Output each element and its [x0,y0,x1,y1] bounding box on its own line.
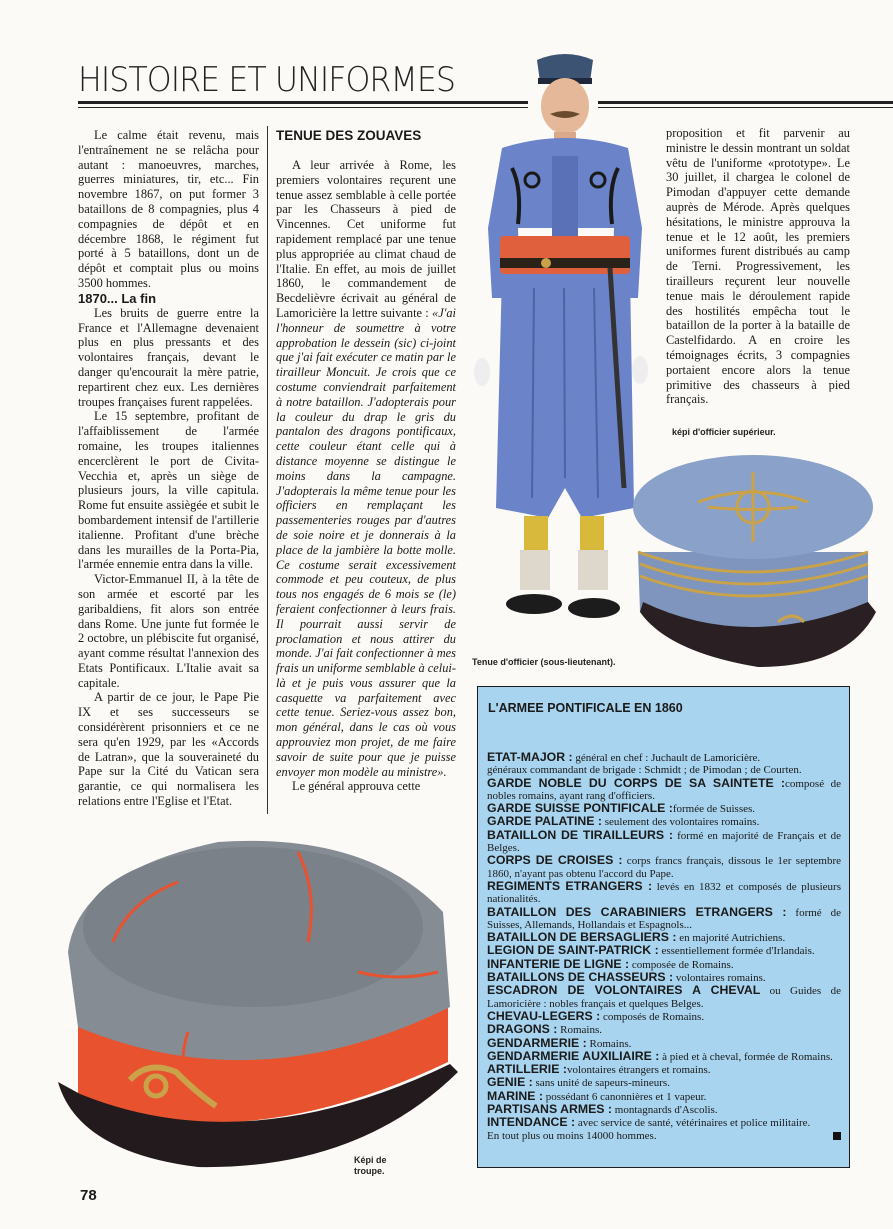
army-unit-entry [487,944,841,957]
army-unit-description: composé de nobles romains, ayant rang d'officiers. [487,777,842,802]
paragraph: Les bruits de guerre entre la France et l'Allemagne devenaient plus en plus pressants et des volontaires français, devant le danger qu'encourait la mère patrie, repartirent chez eux. Les dernières troupes françaises furent rappelées. [78,305,259,409]
army-unit-entry [487,751,841,764]
army-unit-description: formée de Suisses. [672,803,756,816]
army-unit-description: formé de Suisses, Allemands, Hollandais et Espagnols... [487,906,841,931]
army-unit-entry [487,1076,841,1089]
army-unit-description: essentiellement formée d'Irlandais. [658,945,815,958]
army-unit-name: INFANTERIE DE LIGNE : [487,956,630,971]
army-unit-entry [487,1063,841,1076]
article-column-1 [78,128,259,809]
paragraph: Le calme était revenu, mais l'entraînement ne se relâcha pour autant : manoeuvres, marches, guerres miniatures, tir, etc... Fin novembre 1867, on put former 3 bataillons de 8 compagnies, plus 4 compagnies de dépôt et en décembre 1868, le régiment fut porté à 5 bataillons, dont un de dépôt et comptait plus ou moins 3500 hommes. [78,128,259,290]
header-rule-left [78,101,528,104]
article-column-2 [276,128,456,794]
army-unit-entry [487,958,841,971]
end-mark-icon [833,1132,841,1140]
paragraph-text: A leur arrivée à Rome, les premiers volontaires reçurent une tenue assez semblable à celle portée par les Chasseurs à pied de Vincennes. Cet uniforme fut rapidement remplacé par une tenue plus appropriée au climat chaud de l'Italie. En effet, au mois de juillet 1860, le commandement de Becdelièvre écrivait au général de Lamoricière la lettre suivante : [276,158,456,320]
army-unit-name: GARDE SUISSE PONTIFICALE : [487,801,673,816]
army-unit-description: ou Guides de Lamoricière : nobles français et quelques Belges. [487,985,842,1010]
army-unit-description: possédant 6 canonnières et 1 vapeur. [543,1090,707,1103]
column-divider [267,126,268,814]
army-units-list [487,751,841,1142]
army-unit-description: Romains. [557,1024,602,1037]
army-unit-name: CORPS DE CROISES : [487,853,623,868]
army-unit-name: BATAILLON DE BERSAGLIERS : [487,930,677,945]
army-unit-entry [487,1090,841,1103]
army-unit-description: levés en 1832 et composés de plusieurs nationalités. [487,880,841,906]
army-unit-entry [487,1050,841,1063]
army-total [487,1130,841,1142]
caption-troop-kepi: Képi de troupe. [354,1155,387,1176]
army-unit-description: Romains. [586,1037,632,1050]
army-unit-name: REGIMENTS ETRANGERS : [487,878,653,893]
army-unit-name: CHEVAU-LEGERS : [487,1008,601,1023]
army-total-text: En tout plus ou moins 14000 hommes. [487,1129,657,1142]
army-unit-entry [487,854,841,880]
army-unit-entry [487,984,841,1010]
paragraph: Victor-Emmanuel II, à la tête de son armée et escorté par les garibaldiens, fit alors son entrée dans Rome. Une junte fut formée le 2 octobre, un plébiscite fut organisé, ayant comme résultat l'annexion des Etats Pontificaux. L'Italie avait sa capitale. [78,572,259,690]
caption-officer: Tenue d'officier (sous-lieutenant). [472,657,616,667]
header-rule-left-thin [78,107,528,108]
army-unit-entry [487,1116,841,1129]
page-number: 78 [80,1187,97,1204]
army-unit-name: LEGION DE SAINT-PATRICK : [487,943,659,958]
army-unit-description: avec service de santé, vétérinaires et police militaire. [575,1117,811,1130]
army-unit-name: GENIE : [487,1075,533,1090]
army-unit-description: volontaires romains. [673,972,766,985]
army-unit-name: GENDARMERIE : [487,1035,587,1050]
army-unit-name: PARTISANS ARMES : [487,1102,613,1117]
army-unit-name: ARTILLERIE : [487,1062,567,1077]
army-unit-entry [487,815,841,828]
army-unit-name: GENDARMERIE AUXILIAIRE : [487,1048,660,1063]
army-unit-name: BATAILLON DES CARABINIERS ETRANGERS : [487,904,787,919]
army-unit-description: seulement des volontaires romains. [602,816,760,829]
army-unit-name: GARDE NOBLE DU CORPS DE SA SAINTETE : [487,775,785,790]
page-title: HISTOIRE ET UNIFORMES [78,60,456,100]
paragraph: A partir de ce jour, le Pape Pie IX et ses successeurs se considérèrent prisonniers et ce ne sera qu'en 1929, par les «Accords de Latran», que la souveraineté du Pape sur la Cité du Vatican sera garantie, ce qui normalisera les relations entre l'Eglise et l'Etat. [78,690,259,809]
army-unit-description: formé en majorité de Français et de Belges. [487,829,841,855]
army-unit-description: en majorité Autrichiens. [676,932,786,945]
army-unit-name: GARDE PALATINE : [487,814,602,829]
box-title: L'ARMEE PONTIFICALE EN 1860 [488,701,683,715]
army-unit-name: BATAILLON DE TIRAILLEURS : [487,827,673,842]
army-unit-description: corps francs français, dissous le 1er septembre 1860, n'ayant pas obtenu l'accord du Pape. [487,855,841,880]
army-unit-entry [487,971,841,984]
army-unit-description: composés de Romains. [600,1010,705,1023]
army-unit-name: MARINE : [487,1088,544,1103]
section-title: TENUE DES ZOUAVES [276,128,422,143]
army-unit-name: INTENDANCE : [487,1115,576,1130]
paragraph: Le général approuva cette [292,779,421,794]
officer-kepi-photo [628,452,880,674]
army-unit-name: DRAGONS : [487,1022,558,1037]
troop-kepi-photo [38,832,463,1177]
caption-officer-kepi: képi d'officier supérieur. [672,427,776,437]
paragraph: proposition et fit parvenir au ministre le dessin montrant un soldat vêtu de l'uniforme «prototype». Le 30 juillet, il chargea le colonel de Pimodan d'appuyer cette demande auprès de Mérode. Après quelques hésitations, le ministre approuva la tenue et le 12 août, les premiers uniformes furent distribués au camp de Terni. Progressivement, les tirailleurs reçurent leur nouvelle tenue mais le déroulement rapide des hostilités empêcha tout le bataillon de la porter à la bataille de Castelfidardo. A en croire les témoignages écrits, 3 compagnies portaient encore alors la tenue primitive des chasseurs à pied français. [666,126,850,407]
army-unit-name: BATAILLONS DE CHASSEURS : [487,970,674,985]
army-unit-description: à pied et à cheval, formée de Romains. [659,1050,833,1063]
army-unit-entry [487,777,841,803]
army-unit-entry [487,880,841,906]
army-unit-description: général en chef : Juchault de Lamoricière. [572,752,761,764]
army-unit-description: composée de Romains. [629,958,734,971]
army-unit-description: volontaires étrangers et romains. [566,1064,711,1077]
army-unit-name: ETAT-MAJOR : [487,750,573,764]
army-unit-entry [487,1037,841,1050]
army-unit-description: sans unité de sapeurs-mineurs. [532,1077,670,1090]
article-column-3 [666,126,850,407]
paragraph [276,158,456,779]
army-unit-description: montagnards d'Ascolis. [612,1104,718,1117]
army-unit-entry [487,931,841,944]
letter-quote: «J'ai l'honneur de soumettre à votre approbation le dessein (sic) ci-joint que j'ai fait exécuter ce matin par le tirailleur Moncuit. Je crois que ce costume conviendrait parfaitement à notre bataillon. J'adopterais pour la couleur du drap le gris du pantalon des dragons pontificaux, cette couleur étant celle qui à distance moyenne se distingue le moins dans la campagne. J'adopterais la même tenue pour les officiers en remplaçant les passementeries rouges par d'autres de soie noire et je donnerais à la place de la jambière la botte molle. Ce costume serait excessivement commode et peu couteux, de plus tous nos engagés de 6 mois se (le) feraient confectionner à leurs frais. Il pourrait aussi servir de proclamation et nous attirer du monde. J'ai fait confectionner à mes frais un uniforme semblable à celui-là et je puis vous assurer que la casquette va parfaitement avec cette tenue. Seriez-vous assez bon, mon général, dans le cas où vous approuviez mon projet, de me faire savoir de suite pour que je puisse envoyer mon modèle au ministre». [276,305,456,779]
subheading: 1870... La fin [78,290,157,306]
army-unit-entry [487,1023,841,1036]
army-unit-entry [487,1010,841,1023]
army-unit-description: généraux commandant de brigade : Schmidt ; de Pimodan ; de Courten. [487,764,802,777]
army-unit-name: ESCADRON DE VOLONTAIRES A CHEVAL [487,983,761,998]
army-unit-entry [487,1103,841,1116]
paragraph: Le 15 septembre, profitant de l'affaiblissement de l'armée romaine, les troupes italiennes encerclèrent le port de Civita-Vecchia et, après un siège de plusieurs jours, la ville capitula. Rome fut ensuite assiègée et subit le bombardement intensif de l'artillerie italienne. Profitant d'une brèche dans les murailles de la Porta-Pia, l'armée ennemie entra dans la ville. [78,409,259,572]
pontifical-army-box [477,686,850,1168]
army-unit-entry [487,802,841,815]
army-unit-entry [487,906,841,932]
army-unit-entry [487,829,841,855]
